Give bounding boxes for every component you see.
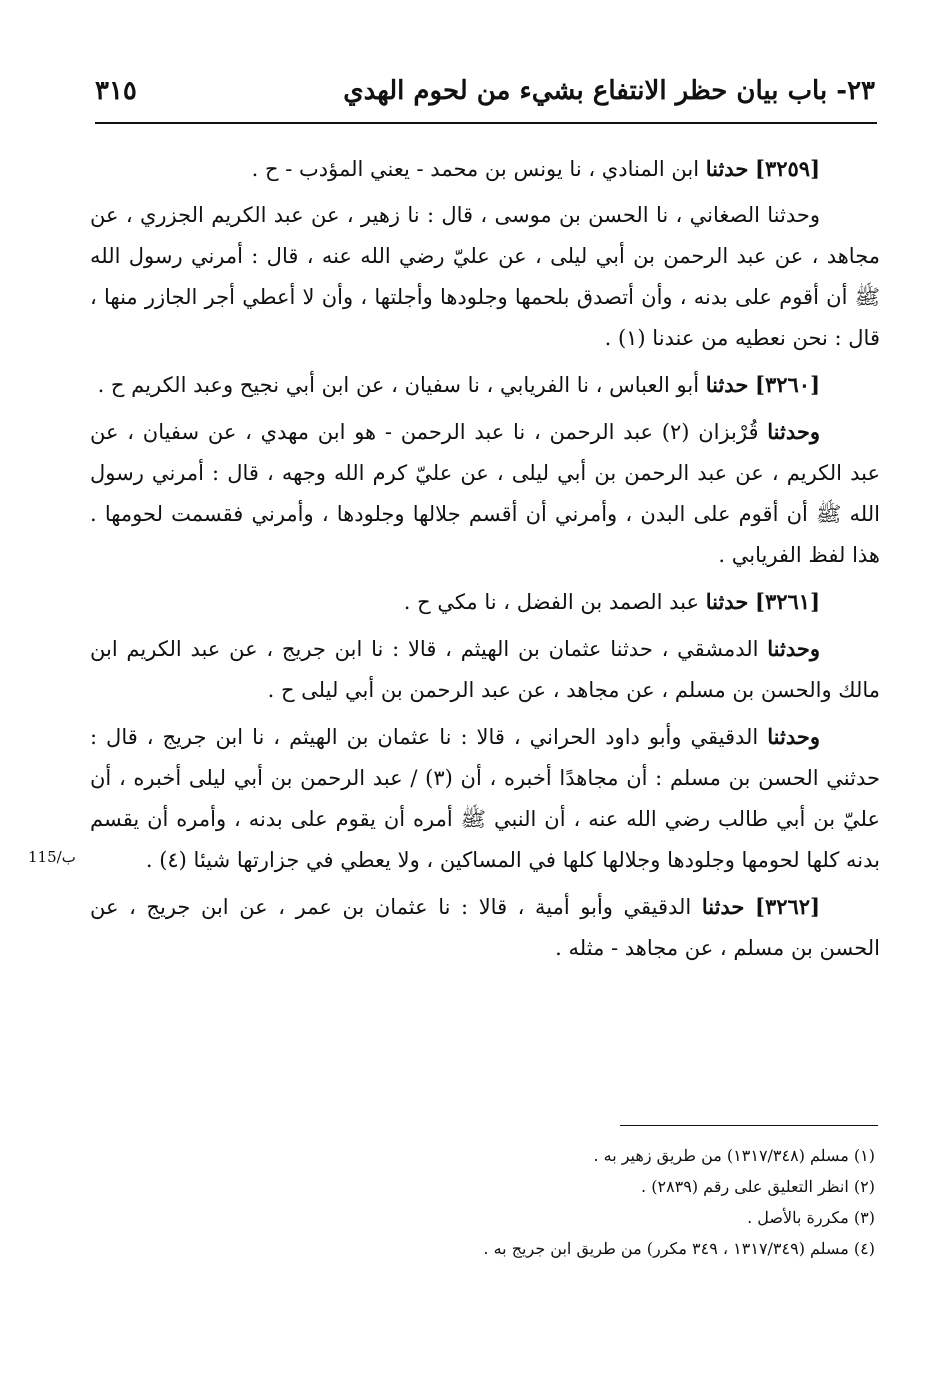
paragraph-text: ابن المنادي ، نا يونس بن محمد - يعني المؤدب - ح . [251,157,706,181]
main-text [90,148,880,974]
narration-keyword: حدثنا [705,156,749,181]
paragraph-text: أبو العباس ، نا الفريابي ، نا سفيان ، عن ابن أبي نجيح وعبد الكريم ح . [97,373,706,397]
narration-keyword: حدثنا [701,894,745,919]
paragraph-text: قُرْبزان (٢) عبد الرحمن ، نا عبد الرحمن - هو ابن مهدي ، عن سفيان ، عن عبد الكريم ، عن عبد الرحمن بن أبي ليلى ، عن عليّ كرم الله وجهه ، قال : أمرني رسول الله ﷺ أن أقوم على البدن ، وأمرني أن أقسم جلالها وجلودها ، وأمرني فقسمت لحومها . هذا لفظ الفريابي . [90,420,880,567]
footnote-1: (١) مسلم (١٣١٧/٣٤٨) من طريق زهير به . [593,1146,875,1165]
paragraph-text: الدمشقي ، حدثنا عثمان بن الهيثم ، قالا : نا ابن جريج ، عن عبد الكريم ابن مالك والحسن بن مسلم ، عن مجاهد ، عن عبد الرحمن بن أبي ليلى ح . [90,637,880,702]
hadith-number: [٣٢٦٢] [755,894,820,919]
hadith-3259 [90,148,880,190]
header-rule [95,122,877,124]
margin-folio-note: 115/ب [28,848,76,866]
footnotes [175,1140,875,1264]
narration-keyword: وحدثنا [767,419,821,444]
hadith-3261 [90,581,880,623]
chapter-title: ٢٣- باب بيان حظر الانتفاع بشيء من لحوم الهدي [343,76,875,106]
paragraph-text: الدقيقي وأبو داود الحراني ، قالا : نا عثمان بن الهيثم ، نا ابن جريج ، قال : حدثني الحسن بن مسلم : أن مجاهدًا أخبره ، أن (٣) / عبد الرحمن بن أبي ليلى أخبره ، أن عليّ بن أبي طالب رضي الله عنه ، أن النبي ﷺ أمره أن يقوم على بدنه ، وأمره أن يقسم بدنه كلها لحومها وجلودها وجلالها كلها في المساكين ، ولا يعطي في جزارتها شيئا (٤) . [90,725,880,872]
hadith-number: [٣٢٥٩] [755,156,820,181]
narration-keyword: وحدثنا [767,636,820,661]
footnote-rule [620,1125,878,1126]
paragraph [90,411,880,576]
hadith-number: [٣٢٦٠] [755,372,820,397]
paragraph-text: الدقيقي وأبو أمية ، قالا : نا عثمان بن عمر ، عن ابن جريج ، عن الحسن بن مسلم ، عن مجاهد - مثله . [90,895,880,960]
footnote-4: (٤) مسلم (١٣١٧/٣٤٩ ، ٣٤٩ مكرر) من طريق ابن جريج به . [483,1239,875,1258]
paragraph-text: وحدثنا الصغاني ، نا الحسن بن موسى ، قال : نا زهير ، عن عبد الكريم الجزري ، عن مجاهد ، عن عبد الرحمن بن أبي ليلى ، عن عليّ رضي الله عنه ، قال : أمرني رسول الله ﷺ أن أقوم على بدنه ، وأن أتصدق بلحمها وجلودها وأجلتها ، وأن لا أعطي أجر الجازر منها ، قال : نحن نعطيه من عندنا (١) . [90,203,880,350]
paragraph [90,628,880,711]
page-number: ٣١٥ [95,76,137,106]
footnote-3: (٣) مكررة بالأصل . [747,1208,875,1227]
hadith-3262 [90,886,880,969]
narration-keyword: حدثنا [705,589,749,614]
page-header [95,70,875,118]
narration-keyword: حدثنا [705,372,749,397]
hadith-3260 [90,364,880,406]
footnote-2: (٢) انظر التعليق على رقم (٢٨٣٩) . [641,1177,875,1196]
paragraph [90,195,880,359]
paragraph-text: عبد الصمد بن الفضل ، نا مكي ح . [403,590,706,614]
narration-keyword: وحدثنا [767,724,820,749]
paragraph [90,716,880,881]
hadith-number: [٣٢٦١] [755,589,820,614]
